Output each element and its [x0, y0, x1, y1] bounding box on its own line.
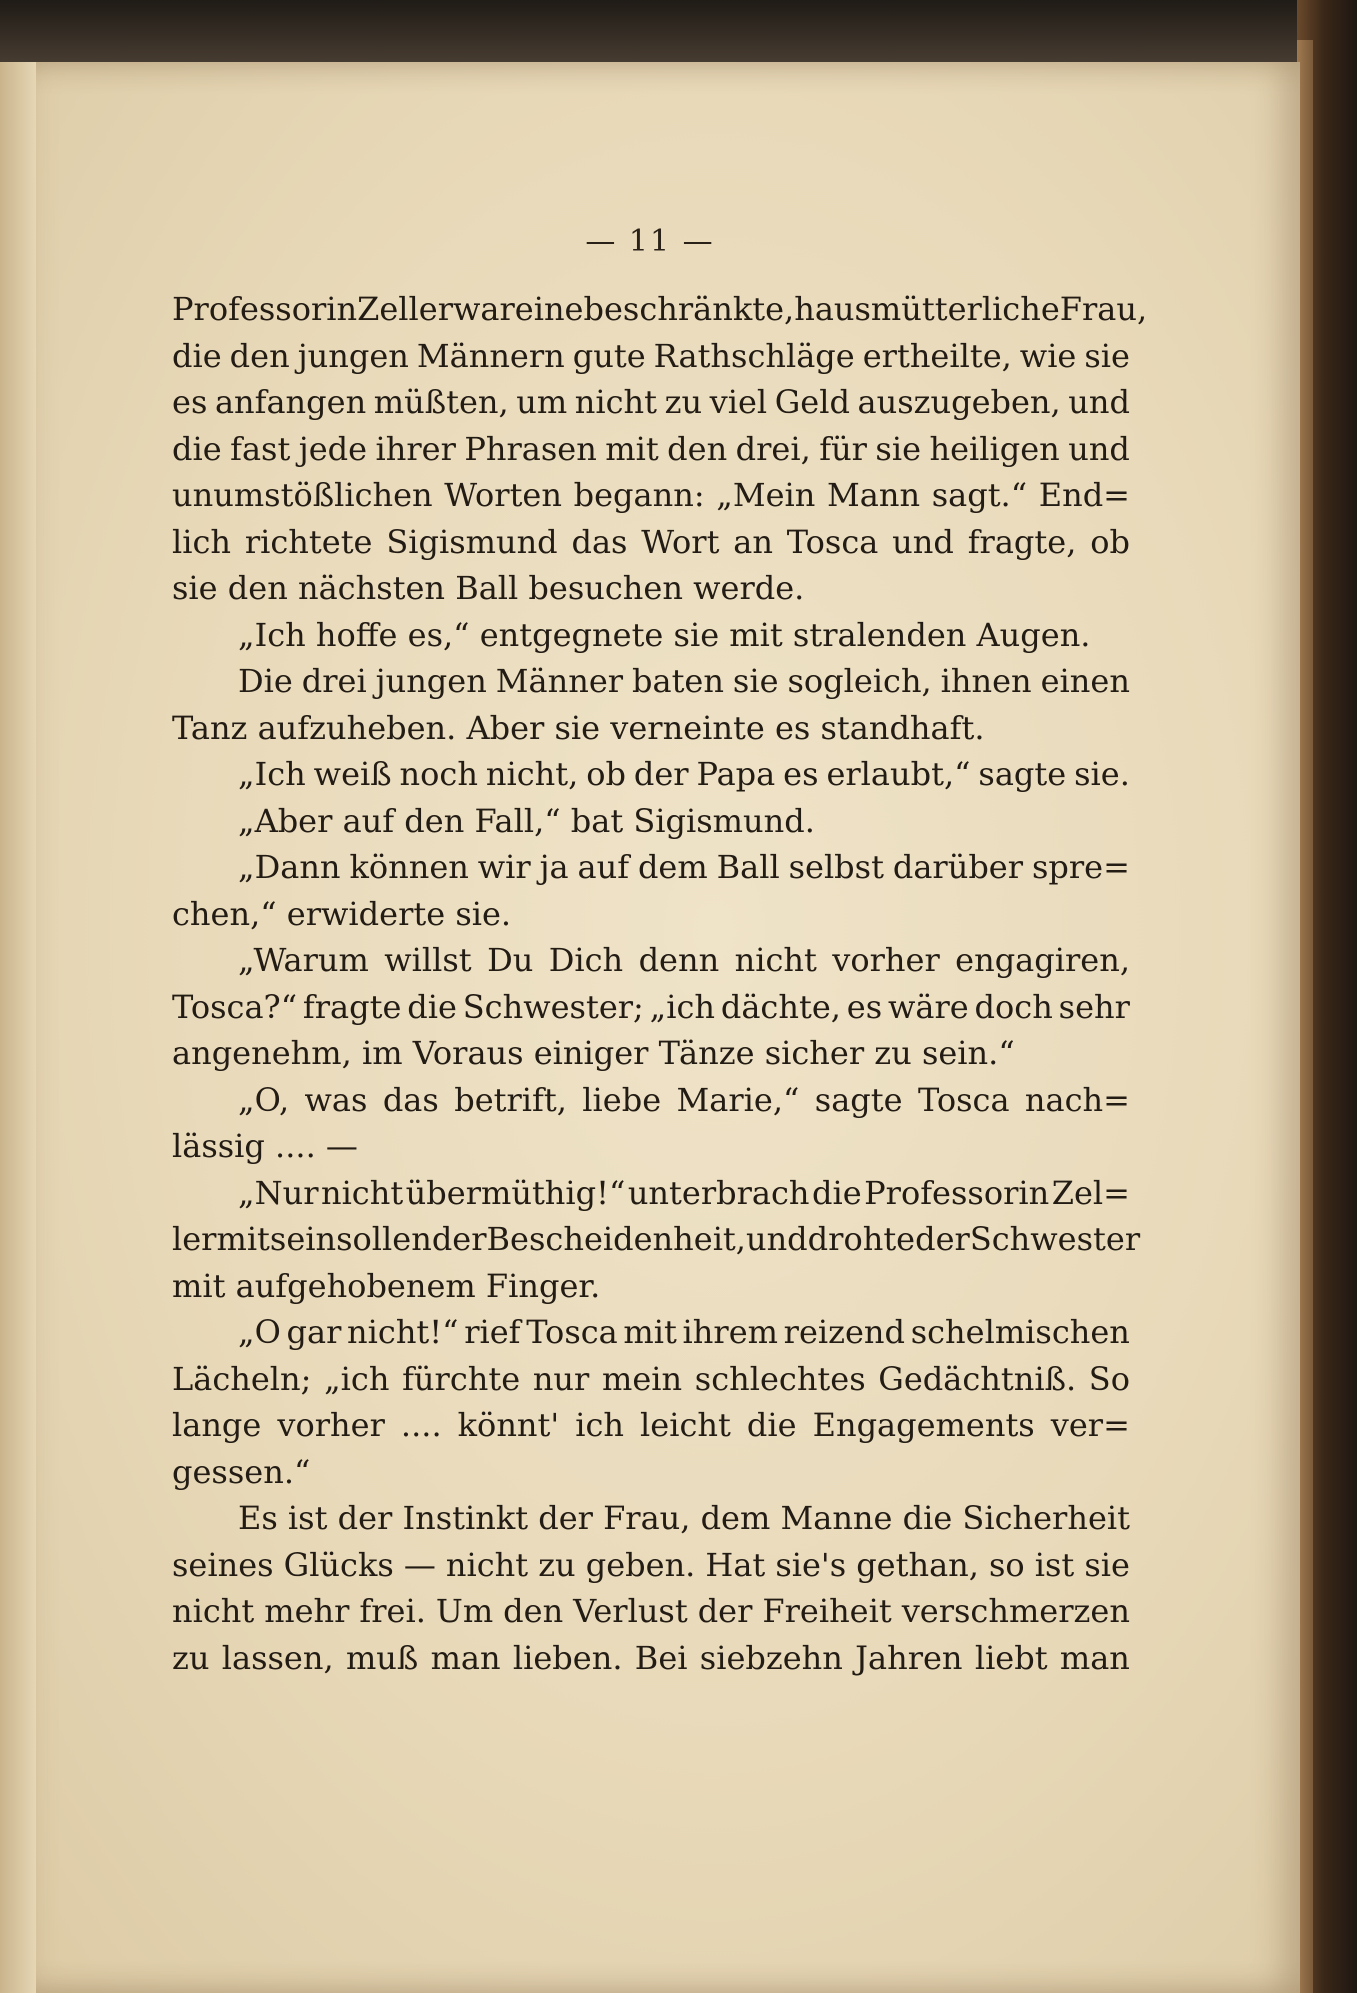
word: man — [430, 1638, 501, 1677]
word: nicht — [445, 1545, 529, 1584]
word: ja — [539, 848, 569, 886]
word: engagiren, — [955, 941, 1130, 979]
word: Tosca — [526, 1313, 618, 1351]
text-line — [172, 751, 1130, 798]
word: liebt — [974, 1638, 1048, 1677]
word: willst — [384, 941, 472, 979]
word: es — [846, 987, 883, 1026]
word: — — [403, 1545, 436, 1584]
word: nicht — [172, 1592, 255, 1630]
word: Sicherheit — [962, 1499, 1130, 1537]
text-line: angenehm, im Voraus einiger Tänze sicher zu sein.“ — [172, 1034, 1015, 1072]
word: wie — [1019, 336, 1077, 375]
word: es — [172, 383, 208, 421]
word: die — [746, 1406, 797, 1444]
word: unumstößlichen — [172, 476, 433, 514]
word: jungen — [375, 662, 487, 700]
word: das — [382, 1080, 439, 1119]
word: man — [1059, 1638, 1130, 1677]
word: Lächeln; — [172, 1359, 312, 1398]
text-line — [172, 519, 1130, 566]
word: mit — [623, 1313, 677, 1351]
word: Ball — [716, 848, 780, 886]
word: Freiheit — [762, 1592, 892, 1630]
word: sogleich, — [787, 662, 932, 700]
text-line: „Aber auf den Fall,“ bat Sigismund. — [238, 801, 815, 840]
word: gethan, — [856, 1545, 979, 1584]
word: Engagements — [812, 1406, 1035, 1444]
word: ist — [1034, 1545, 1075, 1584]
word: darüber — [892, 848, 1024, 886]
word: übermüthig!“ — [405, 1173, 626, 1212]
word: Verlust — [573, 1592, 688, 1630]
word: Rathschläge — [653, 336, 855, 375]
text-line — [172, 658, 1130, 705]
word: schelmischen — [910, 1313, 1130, 1351]
word: frei. — [359, 1592, 426, 1630]
word: Geld — [774, 383, 850, 421]
word: sie. — [1074, 755, 1130, 793]
word: Schwester — [969, 1220, 1141, 1258]
word: fürchte — [402, 1359, 521, 1398]
text-line — [172, 1402, 1130, 1449]
word: die — [811, 1173, 862, 1212]
word: ist — [287, 1499, 328, 1537]
word: und — [1068, 383, 1130, 421]
word: auszugeben, — [857, 383, 1061, 421]
word: wäre — [887, 987, 969, 1026]
word: Männern — [416, 336, 565, 375]
word: „Nur — [238, 1173, 319, 1212]
text-line — [172, 1542, 1130, 1589]
word: ler — [172, 1220, 217, 1258]
word: Tosca — [917, 1080, 1010, 1119]
word: ihnen — [940, 662, 1032, 700]
text-line — [172, 844, 1130, 891]
word: ver= — [1050, 1406, 1130, 1444]
word: doch — [974, 987, 1053, 1026]
word: „ich — [324, 1359, 390, 1398]
word: zu — [664, 383, 703, 421]
text-line — [172, 1495, 1130, 1542]
text-line: mit aufgehobenem Finger. — [172, 1266, 601, 1305]
word: jungen — [297, 336, 409, 375]
word: Du — [487, 941, 534, 979]
word: den — [667, 429, 728, 468]
word: .... — [400, 1406, 442, 1444]
word: eine — [514, 290, 584, 328]
word: es — [783, 755, 819, 793]
word: was — [304, 1080, 368, 1119]
word: anfangen — [214, 383, 367, 421]
word: den — [503, 1592, 564, 1630]
word: Tosca?“ — [172, 987, 298, 1026]
word: das — [571, 522, 628, 561]
page-number: — 11 — — [585, 224, 715, 259]
word: zu — [172, 1638, 210, 1677]
word: Wort — [641, 522, 720, 561]
word: fast — [230, 429, 291, 468]
word: schlechtes — [694, 1359, 866, 1398]
word: sagte — [978, 755, 1067, 793]
word: Instinkt — [402, 1499, 529, 1537]
word: Phrasen — [464, 429, 597, 468]
word: muß — [345, 1638, 419, 1677]
word: mit — [216, 1220, 270, 1258]
word: die — [902, 1499, 953, 1537]
word: seinsollender — [269, 1220, 487, 1258]
word: mein — [601, 1359, 683, 1398]
word: ich — [575, 1406, 624, 1444]
word: ihrem — [682, 1313, 778, 1351]
word: und — [745, 1220, 808, 1258]
word: Um — [435, 1592, 494, 1630]
word: sie — [875, 429, 922, 468]
word: um — [516, 383, 568, 421]
text-line — [172, 379, 1130, 426]
text-line — [172, 937, 1130, 984]
word: Sigismund — [386, 522, 558, 561]
word: Glücks — [283, 1545, 394, 1584]
word: jede — [298, 429, 368, 468]
word: lassen, — [221, 1638, 334, 1677]
word: dächte, — [720, 987, 841, 1026]
text-line: gessen.“ — [172, 1452, 311, 1491]
word: können — [349, 848, 469, 886]
book-cover-top-edge — [0, 0, 1357, 70]
word: und — [892, 522, 954, 561]
text-line — [172, 1588, 1130, 1635]
word: die — [172, 429, 222, 468]
text-line: Tanz aufzuheben. Aber sie verneinte es standhaft. — [172, 708, 985, 747]
word: der — [697, 1592, 753, 1630]
word: fragte, — [967, 522, 1077, 561]
text-line — [172, 1356, 1130, 1403]
word: fragte — [302, 987, 402, 1026]
word: mehr — [264, 1592, 350, 1630]
text-line — [172, 984, 1130, 1031]
word: „Warum — [238, 941, 369, 979]
word: nicht, — [485, 755, 579, 793]
word: ihrer — [375, 429, 456, 468]
word: Bei — [634, 1638, 688, 1677]
word: drohte — [807, 1220, 916, 1258]
word: Worten — [444, 476, 562, 514]
word: sie — [732, 662, 779, 700]
word: Professorin — [172, 290, 358, 328]
text-line — [172, 1216, 1141, 1263]
word: „Dann — [238, 848, 341, 886]
page-gutter-fold — [0, 62, 36, 1993]
text-line — [172, 1309, 1130, 1356]
word: sehr — [1058, 987, 1130, 1026]
word: Frau, — [1059, 290, 1148, 328]
word: und — [1068, 429, 1130, 468]
word: an — [733, 522, 773, 561]
text-line — [172, 286, 1148, 333]
word: viel — [709, 383, 768, 421]
text-line — [172, 1077, 1130, 1124]
word: Gedächtniß. — [878, 1359, 1077, 1398]
word: begann: — [573, 476, 705, 514]
word: Die — [238, 662, 293, 700]
word: war — [453, 290, 515, 328]
word: wir — [477, 848, 531, 886]
word: Zeller — [357, 290, 453, 328]
word: den — [229, 336, 290, 375]
word: Papa — [696, 755, 776, 793]
word: der — [915, 1220, 970, 1258]
word: Schwester; — [462, 987, 644, 1026]
word: spre= — [1031, 848, 1130, 886]
text-line — [172, 426, 1130, 473]
word: dem — [637, 848, 708, 886]
word: „O — [238, 1313, 281, 1351]
word: Marie,“ — [676, 1080, 800, 1119]
word: einen — [1040, 662, 1130, 700]
word: die — [172, 336, 222, 375]
word: auf — [577, 848, 630, 886]
word: nach= — [1024, 1080, 1130, 1119]
text-line — [172, 1170, 1130, 1217]
word: nicht — [734, 941, 817, 979]
word: Bescheidenheit, — [486, 1220, 746, 1258]
word: So — [1088, 1359, 1130, 1398]
word: erlaubt,“ — [826, 755, 971, 793]
word: „Mein — [716, 476, 816, 514]
word: reizend — [783, 1313, 906, 1351]
word: Männer — [495, 662, 624, 700]
word: gar — [286, 1313, 342, 1351]
word: Dich — [548, 941, 624, 979]
word: Mann — [827, 476, 921, 514]
word: Professorin — [864, 1173, 1050, 1212]
text-line: sie den nächsten Ball besuchen werde. — [172, 569, 805, 607]
word: ob — [586, 755, 626, 793]
word: für — [819, 429, 867, 468]
word: drei, — [735, 429, 811, 468]
word: End= — [1038, 476, 1130, 514]
word: der — [337, 1499, 393, 1537]
word: Frau, — [603, 1499, 691, 1537]
word: selbst — [788, 848, 884, 886]
word: lich — [172, 522, 231, 561]
text-line — [172, 333, 1130, 380]
word: unterbrach — [627, 1173, 810, 1212]
word: lange — [172, 1406, 262, 1444]
text-line — [172, 1635, 1130, 1682]
word: könnt' — [457, 1406, 560, 1444]
word: liebe — [582, 1080, 662, 1119]
word: so — [989, 1545, 1025, 1584]
body-text — [172, 286, 1148, 1681]
text-line: chen,“ erwiderte sie. — [172, 894, 512, 933]
word: sagte — [814, 1080, 903, 1119]
word: die — [407, 987, 457, 1026]
word: Manne — [780, 1499, 893, 1537]
word: Hat — [705, 1545, 766, 1584]
word: „O, — [238, 1080, 290, 1119]
word: sie's — [775, 1545, 847, 1584]
word: siebzehn — [699, 1638, 843, 1677]
word: geben. — [585, 1545, 696, 1584]
word: denn — [638, 941, 720, 979]
word: heiligen — [929, 429, 1060, 468]
word: leicht — [640, 1406, 731, 1444]
word: dem — [700, 1499, 771, 1537]
word: „ich — [649, 987, 716, 1026]
word: hausmütterliche — [794, 290, 1060, 328]
word: Zel= — [1051, 1173, 1130, 1212]
word: verschmerzen — [901, 1592, 1130, 1630]
word: baten — [632, 662, 724, 700]
word: nicht — [320, 1173, 404, 1212]
word: sie — [1084, 1545, 1130, 1584]
word: der — [633, 755, 689, 793]
text-line: „Ich hoffe es,“ entgegnete sie mit stralenden Augen. — [238, 615, 1091, 654]
word: sie — [1084, 336, 1130, 375]
word: ob — [1090, 522, 1130, 561]
word: ertheilte, — [862, 336, 1012, 375]
word: Es — [238, 1499, 278, 1537]
word: noch — [399, 755, 478, 793]
word: richtete — [244, 522, 373, 561]
word: betrift, — [454, 1080, 567, 1119]
word: nur — [532, 1359, 590, 1398]
word: vorher — [832, 941, 940, 979]
word: gute — [572, 336, 646, 375]
text-line — [172, 472, 1130, 519]
word: sagt.“ — [931, 476, 1028, 514]
word: drei — [301, 662, 367, 700]
word: lieben. — [512, 1638, 623, 1677]
word: zu — [538, 1545, 576, 1584]
word: rief — [464, 1313, 521, 1351]
word: Tosca — [786, 522, 879, 561]
word: Jahren — [855, 1638, 963, 1677]
text-line: lässig .... — — [172, 1127, 358, 1165]
word: beschränkte, — [583, 290, 795, 328]
word: „Ich — [238, 755, 306, 793]
word: der — [538, 1499, 593, 1537]
word: mit — [605, 429, 659, 468]
word: nicht — [574, 383, 658, 421]
word: nicht!“ — [347, 1313, 459, 1351]
word: seines — [172, 1545, 274, 1584]
word: müßten, — [373, 383, 509, 421]
word: weiß — [313, 755, 392, 793]
word: vorher — [277, 1406, 385, 1444]
